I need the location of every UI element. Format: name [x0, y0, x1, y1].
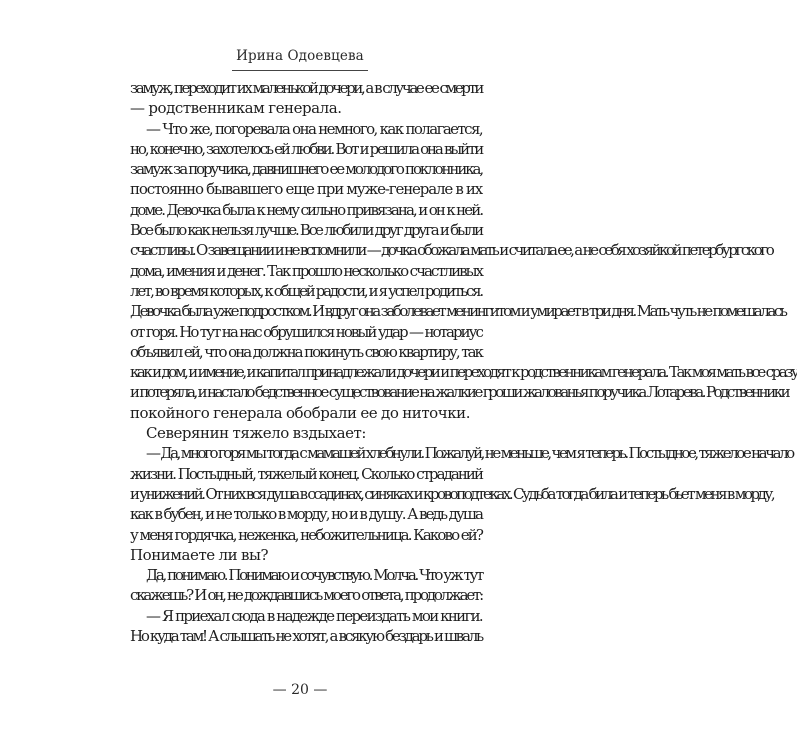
header-rule — [232, 70, 368, 71]
text-line: постоянно бывавшего еще при муже-генерале в их — [130, 180, 482, 199]
text-line: Все было как нельзя лучше. Все любили друг друга и были — [130, 221, 482, 240]
running-header — [0, 48, 600, 71]
text-line: замуж, переходит их маленькой дочери, а в случае ее смерти — [130, 79, 482, 97]
text-line: как и дом, и имение, и капитал принадлежали дочери и переходят к родственникам генерала. Так моя мать все сразу — [130, 363, 797, 382]
text-line: — родственникам генерала. — [130, 99, 342, 118]
text-line: но, конечно, захотелось ей любви. Вот и решила она выйти — [130, 139, 483, 158]
body-text — [130, 78, 797, 646]
text-line: объявил ей, что она должна покинуть свою квартиру, так — [130, 342, 482, 361]
page-number: — 20 — — [272, 682, 328, 698]
text-line: покойного генерала обобрали ее до ниточки. — [130, 403, 471, 422]
text-line: — Я приехал сюда в надежде переиздать мои книги. — [146, 606, 482, 625]
text-line: доме. Девочка была к нему сильно привязана, и он к ней. — [130, 200, 483, 219]
text-line: Но куда там! А слышать не хотят, а всякую бездарь и шваль — [130, 627, 482, 646]
text-line: Северянин тяжело вздыхает: — [146, 424, 366, 443]
text-line: замуж за поручика, давнишнего ее молодого поклонника, — [130, 160, 482, 179]
text-line: Девочка была уже подростком. И вдруг она заболевает менингитом и умирает в три дня. Мать чуть не помешалась — [130, 302, 786, 321]
text-line: как в бубен, и не только в морду, но и в душу. А ведь душа — [130, 505, 482, 524]
text-line: — Что же, погоревала она немного, как полагается, — [146, 119, 482, 138]
text-line: Понимаете ли вы? — [130, 545, 269, 564]
text-line: от горя. Но тут на нас обрушился новый удар — нотариус — [130, 322, 482, 341]
text-line: жизни. Постыдный, тяжелый конец. Сколько страданий — [130, 464, 482, 483]
text-line: и унижений. От них вся душа в ссадинах, синяках и кровоподтеках. Судьба тогда била и теперь бьет меня в морду, — [130, 484, 774, 503]
text-line: скажешь? И он, не дождавшись моего ответа, продолжает: — [130, 586, 482, 605]
text-line: лет, во время которых, к общей радости, и я успел родиться. — [130, 281, 482, 300]
text-line: дома, имения и денег. Так прошло несколько счастливых — [130, 261, 482, 280]
text-line: счастливы. О завещании и не вспомнили — дочка обожала мать и считала ее, а не себя хозяйкой петербургского — [130, 241, 773, 260]
running-header-title: Ирина Одоевцева — [236, 48, 364, 64]
text-line: у меня гордячка, неженка, небожительница. Каково ей? — [130, 525, 482, 544]
text-line: Да, понимаю. Понимаю и сочувствую. Молча. Что уж тут — [146, 566, 482, 585]
text-line: — Да, много горя мы тогда с мамашей хлебнули. Пожалуй, не меньше, чем я теперь. Постыдное, тяжелое начало — [146, 444, 793, 463]
text-line: и потеряла, и настало бедственное существование на жалкие гроши жалованья поручика Лотарева. Родственники — [130, 383, 789, 402]
